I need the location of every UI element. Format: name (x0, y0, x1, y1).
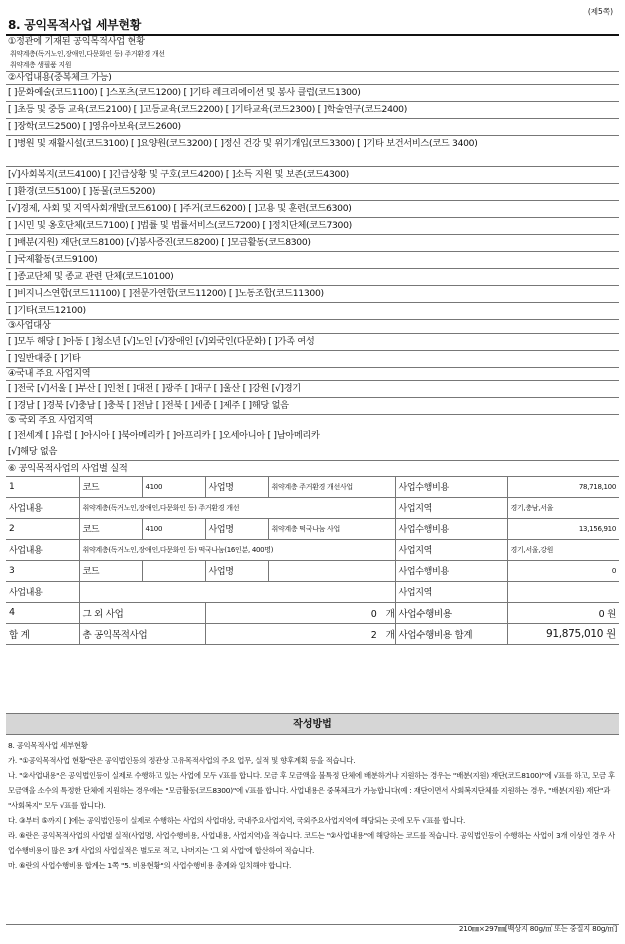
section-title: 8. 공익목적사업 세부현황 (8, 18, 141, 32)
other-label: 그 외 사업 (79, 602, 205, 623)
region-value: 경기,충남,서울 (507, 497, 619, 518)
item-number: 1 (6, 476, 79, 497)
checkbox-row (6, 333, 619, 350)
name-label: 사업명 (205, 476, 268, 497)
cost-value: 0 (507, 560, 619, 581)
region-label: 사업지역 (395, 497, 507, 518)
performance-table (6, 476, 619, 645)
instruction-paragraph: 가. "①공익목적사업 현황"란은 공익법인등의 정관상 고유목적사업의 주요 업무, 실적 및 향후계획 등을 적습니다. (8, 756, 356, 765)
checkbox-options: [ ]전세계 [ ]유럽 [ ]아시아 [ ]북아메리카 [ ]아프리카 [ ]오세아니아 [ ]남아메리카 (8, 429, 320, 441)
other-count (205, 602, 395, 623)
item-number: 2 (6, 518, 79, 539)
business-content-heading: ②사업내용(중복체크 가능) (8, 71, 112, 83)
checkbox-options: [√]사회복지(코드4100) [ ]긴급상황 및 구호(코드4200) [ ]소득 지원 및 보존(코드4300) (8, 169, 349, 180)
instruction-paragraph: 8. 공익목적사업 세부현황 (8, 741, 88, 750)
performance-heading: ⑥ 공익목적사업의 사업별 실적 (8, 462, 128, 474)
checkbox-row (6, 268, 619, 285)
checkbox-row (6, 217, 619, 234)
code-label: 코드 (79, 518, 142, 539)
table-row (6, 581, 619, 602)
other-number: 4 (6, 602, 79, 623)
checkbox-row (6, 101, 619, 118)
name-value: 취약계층 주거환경 개선사업 (268, 476, 395, 497)
checkbox-options: [ ]모두 해당 [ ]아동 [ ]청소년 [√]노인 [√]장애인 [√]외국인(다문화) [ ]가족 여성 (8, 335, 315, 347)
section-domestic-region (6, 368, 619, 416)
checkbox-options: [ ]종교단체 및 종교 관련 단체(코드10100) (8, 271, 174, 282)
overseas-region-heading: ⑤ 국외 주요 사업지역 (8, 415, 93, 426)
total-count-value: 2 (370, 629, 377, 641)
checkbox-row (6, 302, 619, 319)
total-sub-label: 총 공익목적사업 (79, 623, 205, 644)
table-row (6, 518, 619, 539)
name-label: 사업명 (205, 560, 268, 581)
checkbox-options: [ ]문화예술(코드1100) [ ]스포츠(코드1200) [ ]기타 레크리에이션 및 봉사 클럽(코드1300) (8, 87, 361, 98)
content-value: 취약계층(독거노인,장애인,다문화인 등) 떡국나눔(16인분, 400명) (79, 539, 395, 560)
other-cost-value: 0 원 (507, 602, 619, 623)
checkbox-row (6, 444, 619, 460)
content-label: 사업내용 (6, 581, 79, 602)
table-row-other (6, 602, 619, 623)
name-value (268, 560, 395, 581)
checkbox-row (6, 397, 619, 414)
instruction-paragraph: 마. ⑥란의 사업수행비용 합계는 1쪽 "5. 비용현황"의 사업수행비용 총계와 일치해야 합니다. (8, 861, 292, 870)
checkbox-options: [ ]기타(코드12100) (8, 305, 86, 316)
content-label: 사업내용 (6, 539, 79, 560)
section-business-content (6, 72, 619, 321)
content-value: 취약계층(독거노인,장애인,다문화인 등) 주거환경 개선 (79, 497, 395, 518)
total-cost-label: 사업수행비용 합계 (395, 623, 507, 644)
cost-label: 사업수행비용 (395, 560, 507, 581)
checkbox-row (6, 285, 619, 302)
instruction-paragraph: 나. "②사업내용"은 공익법인등이 실제로 수행하고 있는 사업에 모두 √표를 합니다. 모금 후 모금액을 불특정 단체에 배분하거나 지원하는 경우는 "배분(지원) 재단(코드8100)"에 √표를 하고, 모금 후 모금액을 소수의 특정한 단체에 지원하는 경우에는 "모금활동(코드8300)"에 √표를 합니다. 사업내용은 중복체크가 가능합니다(예 : 재단이면서 사회복지단체를 지원하는 경우, "배분(지원) 재단"과 "사회복지" 모두 √표를 합니다). (8, 771, 615, 810)
cost-label: 사업수행비용 (395, 518, 507, 539)
checkbox-options: [ ]병원 및 재활시설(코드3100) [ ]요양원(코드3200) [ ]정신 건강 및 위기개입(코드3300) [ ]기타 보건서비스(코드 3400) (8, 138, 478, 149)
checkbox-row (6, 166, 619, 183)
section-target (6, 320, 619, 368)
form-page (6, 0, 619, 944)
cost-label: 사업수행비용 (395, 476, 507, 497)
table-row-total (6, 623, 619, 644)
name-value: 취약계층 떡국나눔 사업 (268, 518, 395, 539)
form-frame (6, 34, 619, 645)
cost-value: 13,156,910 (507, 518, 619, 539)
checkbox-options: [√]경제, 사회 및 지역사회개발(코드6100) [ ]주거(코드6200) [ ]고용 및 훈련(코드6300) (8, 203, 352, 214)
content-label: 사업내용 (6, 497, 79, 518)
instruction-paragraph: 라. ⑥란은 공익목적사업의 사업별 실적(사업명, 사업수행비용, 사업내용, 사업지역)을 적습니다. 코드는 "②사업내용"에 해당하는 코드를 적습니다. 공익법인등이 수행하는 사업이 3개 이상인 경우 사업수행비용이 많은 3개 사업의 사업실적은 별도로 적고, 나머지는 '그 외 사업'에 합산하여 적습니다. (8, 831, 615, 855)
code-value: 4100 (142, 476, 205, 497)
code-label: 코드 (79, 476, 142, 497)
page-number: (제5쪽) (587, 7, 613, 16)
checkbox-row (6, 183, 619, 200)
section-purpose (6, 36, 619, 72)
content-value (79, 581, 395, 602)
checkbox-row (6, 200, 619, 217)
checkbox-options: [ ]시민 및 옹호단체(코드7100) [ ]법률 및 법률서비스(코드7200) [ ]정치단체(코드7300) (8, 220, 352, 231)
checkbox-row (6, 380, 619, 397)
domestic-region-heading: ④국내 주요 사업지역 (8, 367, 91, 379)
item-number: 3 (6, 560, 79, 581)
section-overseas-region (6, 415, 619, 461)
instructions (6, 713, 619, 925)
checkbox-options: [ ]일반대중 [ ]기타 (8, 352, 81, 364)
checkbox-row (6, 428, 619, 444)
other-count-value: 0 (370, 608, 377, 620)
code-label: 코드 (79, 560, 142, 581)
checkbox-row (6, 135, 619, 166)
checkbox-row (6, 251, 619, 268)
checkbox-options: [ ]장학(코드2500) [ ]영유아보육(코드2600) (8, 121, 181, 132)
total-count-unit: 개 (385, 629, 395, 641)
region-value (507, 581, 619, 602)
other-cost-label: 사업수행비용 (395, 602, 507, 623)
table-row (6, 539, 619, 560)
checkbox-options: [ ]경남 [ ]경북 [√]충남 [ ]충북 [ ]전남 [ ]전북 [ ]세종 [ ]제주 [ ]해당 없음 (8, 400, 289, 411)
section-performance (6, 461, 619, 645)
checkbox-options: [ ]전국 [√]서울 [ ]부산 [ ]인천 [ ]대전 [ ]광주 [ ]대구 [ ]울산 [ ]강원 [√]경기 (8, 383, 301, 394)
table-row (6, 497, 619, 518)
instructions-title: 작성방법 (6, 713, 619, 735)
checkbox-options: [ ]비지니스연합(코드11100) [ ]전문가연합(코드11200) [ ]노동조합(코드11300) (8, 288, 324, 299)
region-label: 사업지역 (395, 581, 507, 602)
purpose-line: 취약계층(독거노인,장애인,다문화인 등) 주거환경 개선 (10, 49, 165, 58)
purpose-heading: ①정관에 기재된 공익목적사업 현황 (8, 36, 145, 47)
checkbox-row (6, 350, 619, 367)
total-count (205, 623, 395, 644)
code-value: 4100 (142, 518, 205, 539)
region-label: 사업지역 (395, 539, 507, 560)
table-row (6, 476, 619, 497)
paper-spec: 210㎜×297㎜[백상지 80g/㎡ 또는 중질지 80g/㎡] (458, 924, 617, 933)
checkbox-options: [√]해당 없음 (8, 445, 58, 457)
total-label: 합 계 (6, 623, 79, 644)
checkbox-options: [ ]초등 및 중등 교육(코드2100) [ ]고등교육(코드2200) [ ]기타교육(코드2300) [ ]학술연구(코드2400) (8, 104, 408, 115)
table-row (6, 560, 619, 581)
checkbox-options: [ ]배분(지원) 재단(코드8100) [√]봉사증진(코드8200) [ ]모금활동(코드8300) (8, 237, 311, 248)
cost-value: 78,718,100 (507, 476, 619, 497)
checkbox-options: [ ]환경(코드5100) [ ]동물(코드5200) (8, 186, 156, 197)
checkbox-options: [ ]국제활동(코드9100) (8, 254, 98, 265)
region-value: 경기,서울,강원 (507, 539, 619, 560)
code-value (142, 560, 205, 581)
instructions-body (6, 735, 619, 925)
total-cost-value: 91,875,010 원 (507, 623, 619, 644)
checkbox-row (6, 118, 619, 135)
checkbox-row (6, 234, 619, 251)
other-count-unit: 개 (385, 608, 395, 620)
instruction-paragraph: 다. ③부터 ⑤까지 [ ]에는 공익법인등이 실제로 수행하는 사업의 사업대상, 국내주요사업지역, 국외주요사업지역에 해당되는 곳에 모두 √표를 합니다. (8, 816, 466, 825)
name-label: 사업명 (205, 518, 268, 539)
checkbox-row (6, 84, 619, 101)
target-heading: ③사업대상 (8, 320, 51, 331)
purpose-line: 취약계층 생필품 지원 (10, 60, 72, 69)
